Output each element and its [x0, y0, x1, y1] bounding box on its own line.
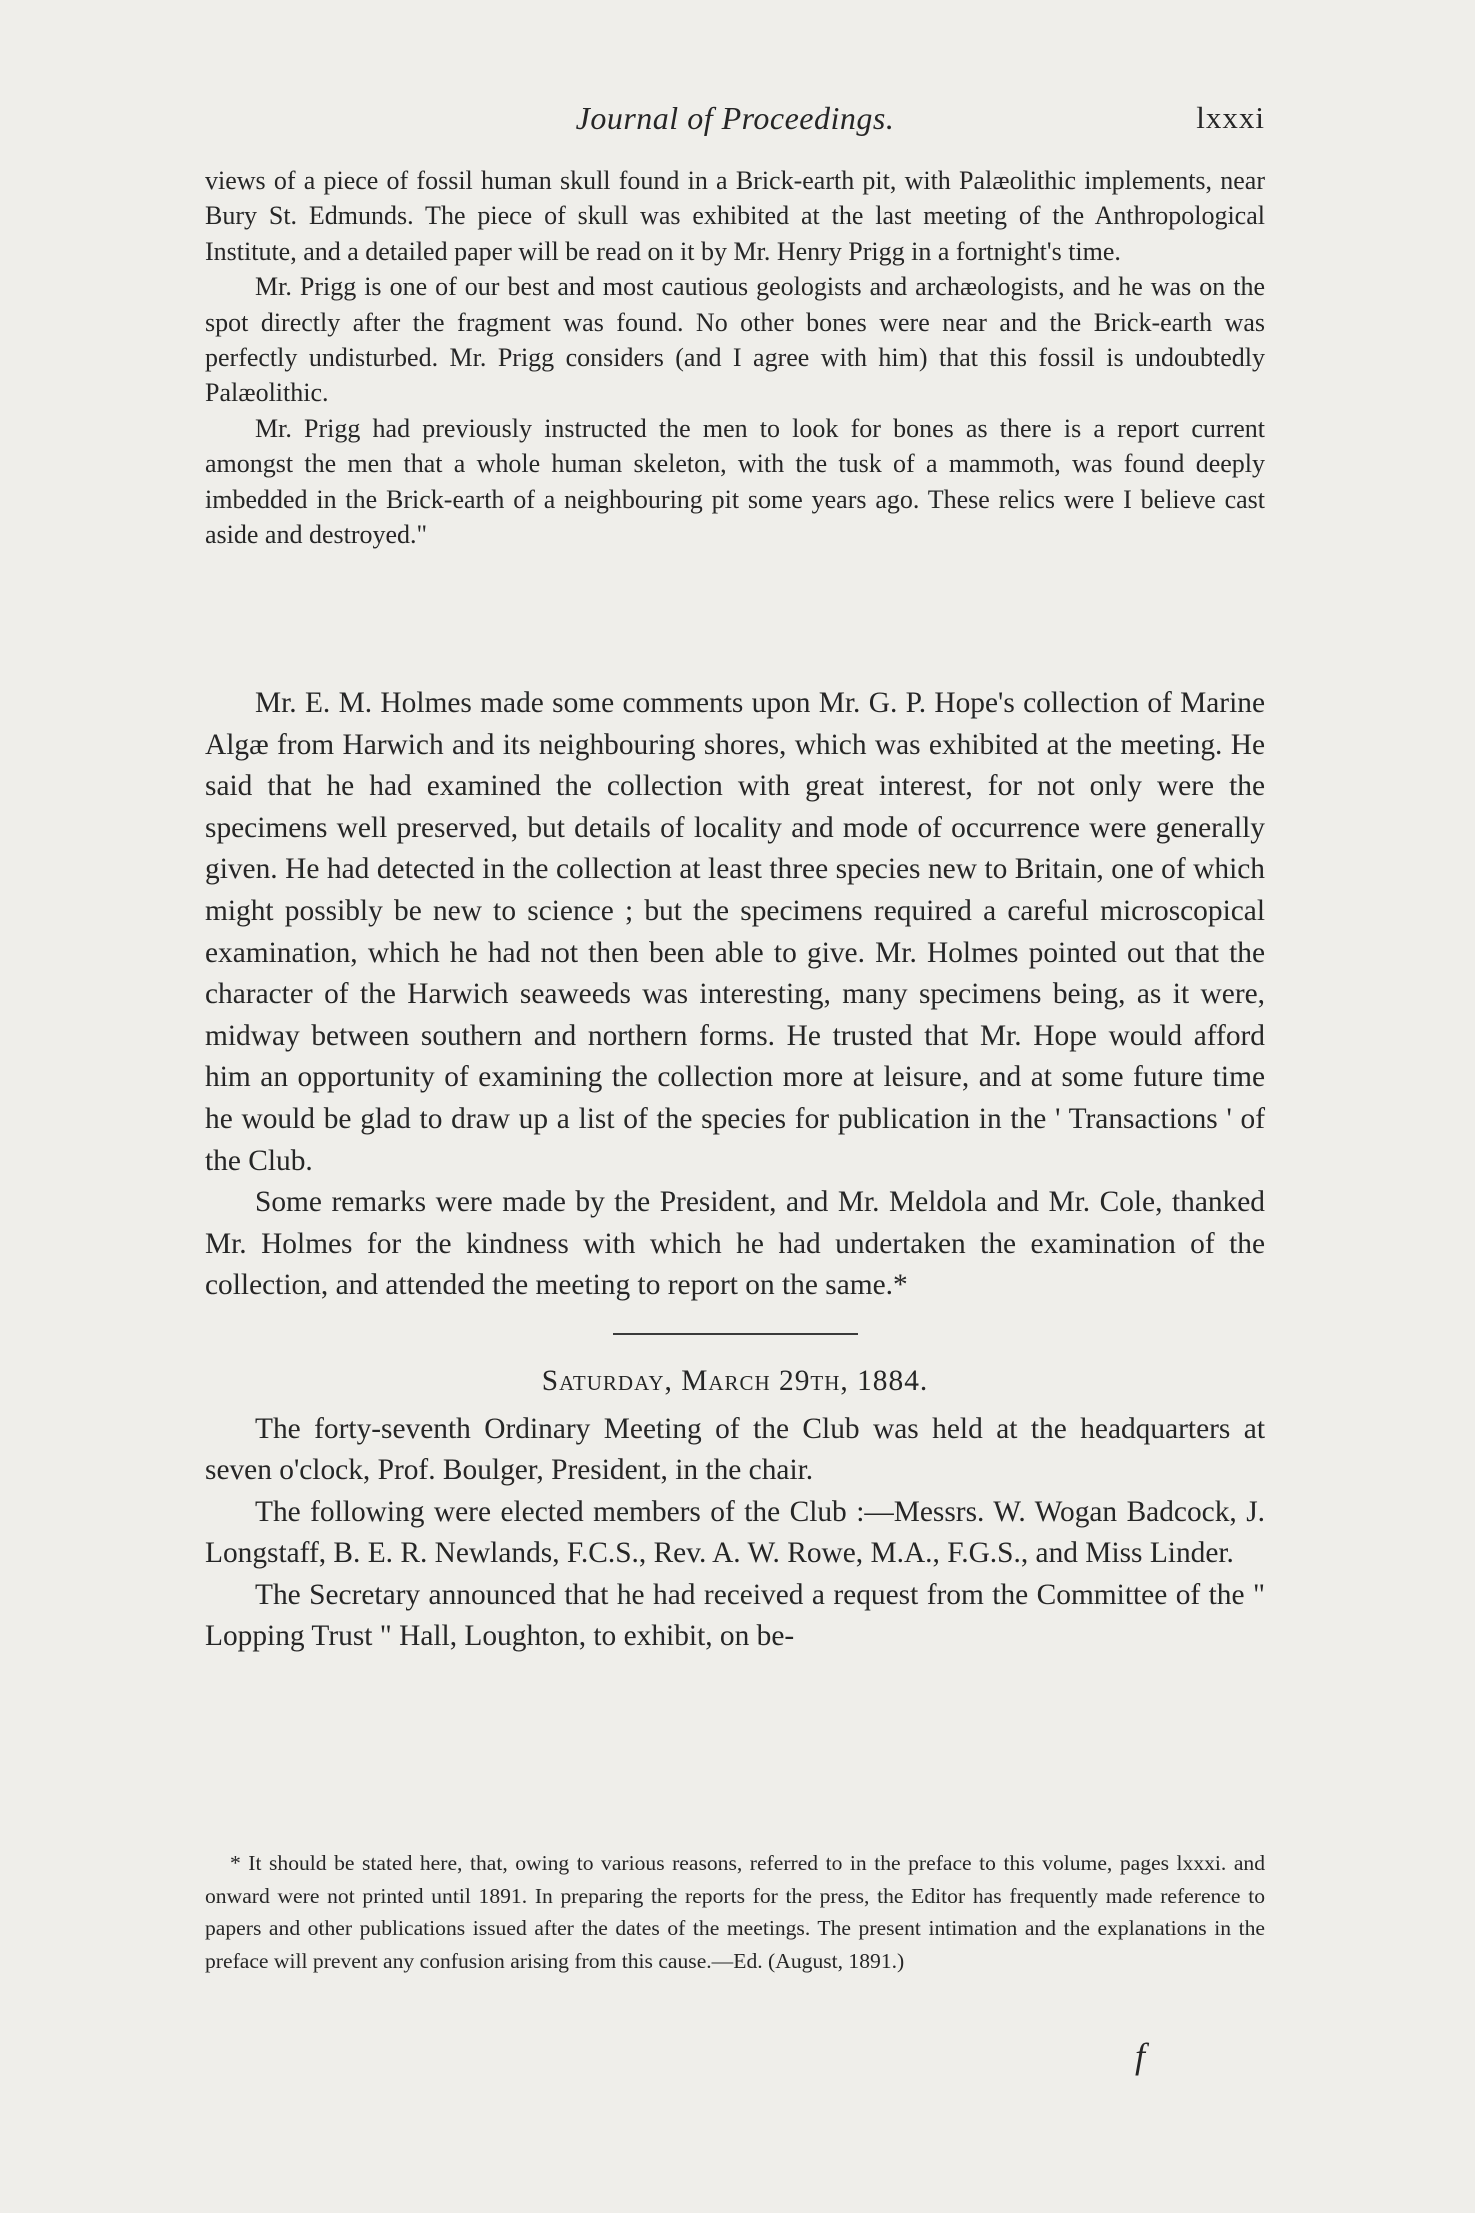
running-header	[205, 100, 1265, 148]
body-text	[205, 683, 1265, 1658]
quote-paragraph: Mr. Prigg is one of our best and most cautious geologists and archæologists, and he was on the spot directly after the fragment was found. No other bones were near and the Brick-earth was perfectly undisturbed. Mr. Prigg considers (and I agree with him) that this fossil is undoubtedly Palæolithic.	[205, 272, 1265, 408]
footnote-text: * It should be stated here, that, owing to various reasons, referred to in the preface to this volume, pages lxxxi. and onward were not printed until 1891. In preparing the reports for the press, the Editor has frequently made reference to papers and other publications issued after the dates of the meetings. The present intimation and the explanations in the preface will prevent any confusion arising from this cause.—Ed. (August, 1891.)	[205, 1851, 1265, 1973]
body-paragraph: The following were elected members of the Club :—Messrs. W. Wogan Badcock, J. Longstaff, B. E. R. Newlands, F.C.S., Rev. A. W. Rowe, M.A., F.G.S., and Miss Linder.	[205, 1495, 1265, 1570]
signature-mark: f	[1135, 2036, 1146, 2076]
section-divider	[613, 1333, 858, 1335]
body-paragraph: Some remarks were made by the President, and Mr. Meldola and Mr. Cole, thanked Mr. Holmes for the kindness with which he had undertaken the examination of the collection, and attended the meeting to report on the same.*	[205, 1186, 1265, 1302]
body-paragraph: Mr. E. M. Holmes made some comments upon Mr. G. P. Hope's collection of Marine Algæ from Harwich and its neighbouring shores, which was exhibited at the meeting. He said that he had examined the collection with great interest, for not only were the specimens well preserved, but details of locality and mode of occurrence were generally given. He had detected in the collection at least three species new to Britain, one of which might possibly be new to science ; but the specimens required a careful microscopical examination, which he had not then been able to give. Mr. Holmes pointed out that the character of the Harwich seaweeds was interesting, many specimens being, as it were, midway between southern and northern forms. He trusted that Mr. Hope would afford him an opportunity of examining the collection more at leisure, and at some future time he would be glad to draw up a list of the species for publication in the ' Transactions ' of the Club.	[205, 687, 1265, 1177]
body-paragraph: The Secretary announced that he had received a request from the Committee of the " Lopping Trust " Hall, Loughton, to exhibit, on be-	[205, 1578, 1265, 1653]
page-number: lxxxi	[1196, 100, 1265, 135]
quote-paragraph: Mr. Prigg had previously instructed the men to look for bones as there is a report current amongst the men that a whole human skeleton, with the tusk of a mammoth, was found deeply imbedded in the Brick-earth of a neighbouring pit some years ago. These relics were I believe cast aside and destroyed."	[205, 413, 1265, 550]
section-heading: Saturday, March 29th, 1884.	[541, 1364, 929, 1397]
body-paragraph: The forty-seventh Ordinary Meeting of the Club was held at the headquarters at seven o'clock, Prof. Boulger, President, in the chair.	[205, 1412, 1265, 1487]
quoted-letter	[205, 163, 1265, 552]
quote-paragraph: views of a piece of fossil human skull found in a Brick-earth pit, with Palæolithic implements, near Bury St. Edmunds. The piece of skull was exhibited at the last meeting of the Anthropological Institute, and a detailed paper will be read on it by Mr. Henry Prigg in a fortnight's time.	[205, 166, 1265, 266]
footnote	[205, 1847, 1265, 1977]
running-title: Journal of Proceedings.	[575, 100, 895, 136]
